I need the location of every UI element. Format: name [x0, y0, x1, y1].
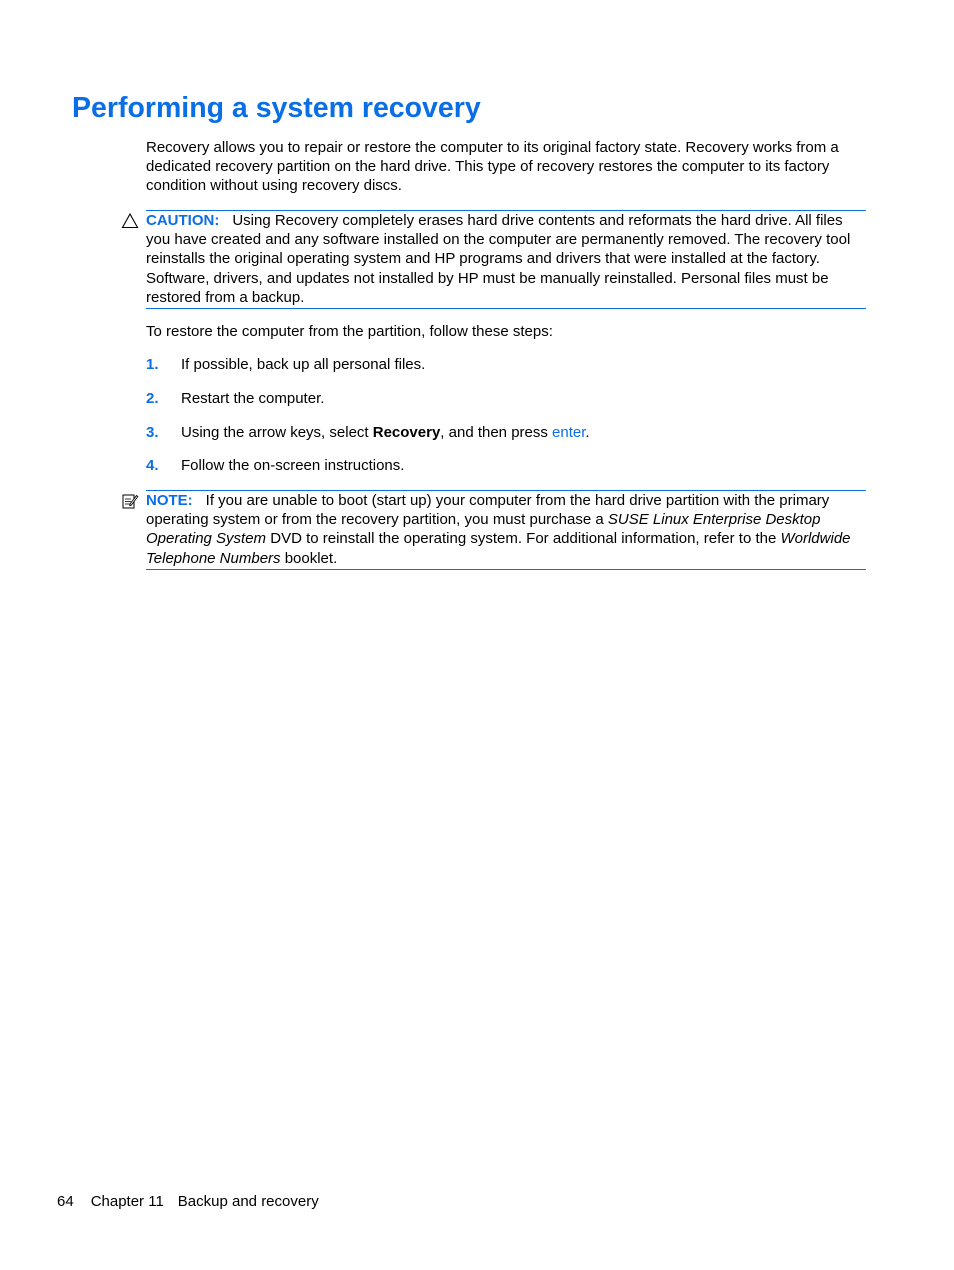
page-title: Performing a system recovery [72, 92, 481, 124]
note-text: DVD to reinstall the operating system. For additional information, refer to the [266, 530, 781, 548]
booklet-name: Worldwide Telephone Numbers [146, 530, 851, 567]
section-label: Backup and recovery [177, 1193, 319, 1210]
step-text-after: . [585, 424, 590, 441]
step-number: 1. [146, 356, 159, 373]
step-text-before: Using the arrow keys, select [181, 424, 373, 441]
caution-box [146, 210, 866, 309]
note-pad-icon [121, 492, 139, 510]
steps-intro: To restore the computer from the partition, follow these steps: [146, 323, 553, 340]
caution-text: Using Recovery completely erases hard drive contents and reformats the hard drive. All files you have created and any software installed on the computer are permanently removed. The recovery tool reinstalls the original operating system and HP programs and drivers that were installed at the factory. Software, drivers, and updates not installed by HP must be manually reinstalled. Personal files must be restored from a backup. [146, 212, 851, 306]
step-text: If possible, back up all personal files. [181, 356, 426, 373]
step-text [181, 423, 590, 442]
step-text: Follow the on-screen instructions. [181, 457, 405, 474]
note-text: If you are unable to boot (start up) your computer from the hard drive partition with the primary operating system or from the recovery partition, you must purchase a [146, 492, 830, 529]
step-number: 3. [146, 424, 159, 441]
chapter-label: Chapter 11 [90, 1193, 164, 1210]
recovery-option: Recovery [372, 424, 441, 441]
step-number: 2. [146, 390, 159, 407]
enter-key: enter [552, 424, 586, 441]
step-text-middle: , and then press [440, 424, 553, 441]
caution-triangle-icon [121, 212, 139, 230]
intro-paragraph: Recovery allows you to repair or restore the computer to its original factory state. Recovery works from a dedicated recovery partition on the hard drive. This type of recovery restores the computer to its factory condition without using recovery discs. [146, 139, 839, 195]
product-name: SUSE Linux Enterprise Desktop Operating System [146, 511, 821, 548]
step-number: 4. [146, 457, 159, 474]
step-text: Restart the computer. [181, 390, 325, 407]
note-box [146, 490, 866, 570]
caution-label: CAUTION: [146, 212, 220, 229]
page-footer [57, 1192, 319, 1211]
note-text: booklet. [280, 549, 338, 567]
page-number: 64 [57, 1193, 74, 1210]
note-label: NOTE: [146, 492, 193, 509]
